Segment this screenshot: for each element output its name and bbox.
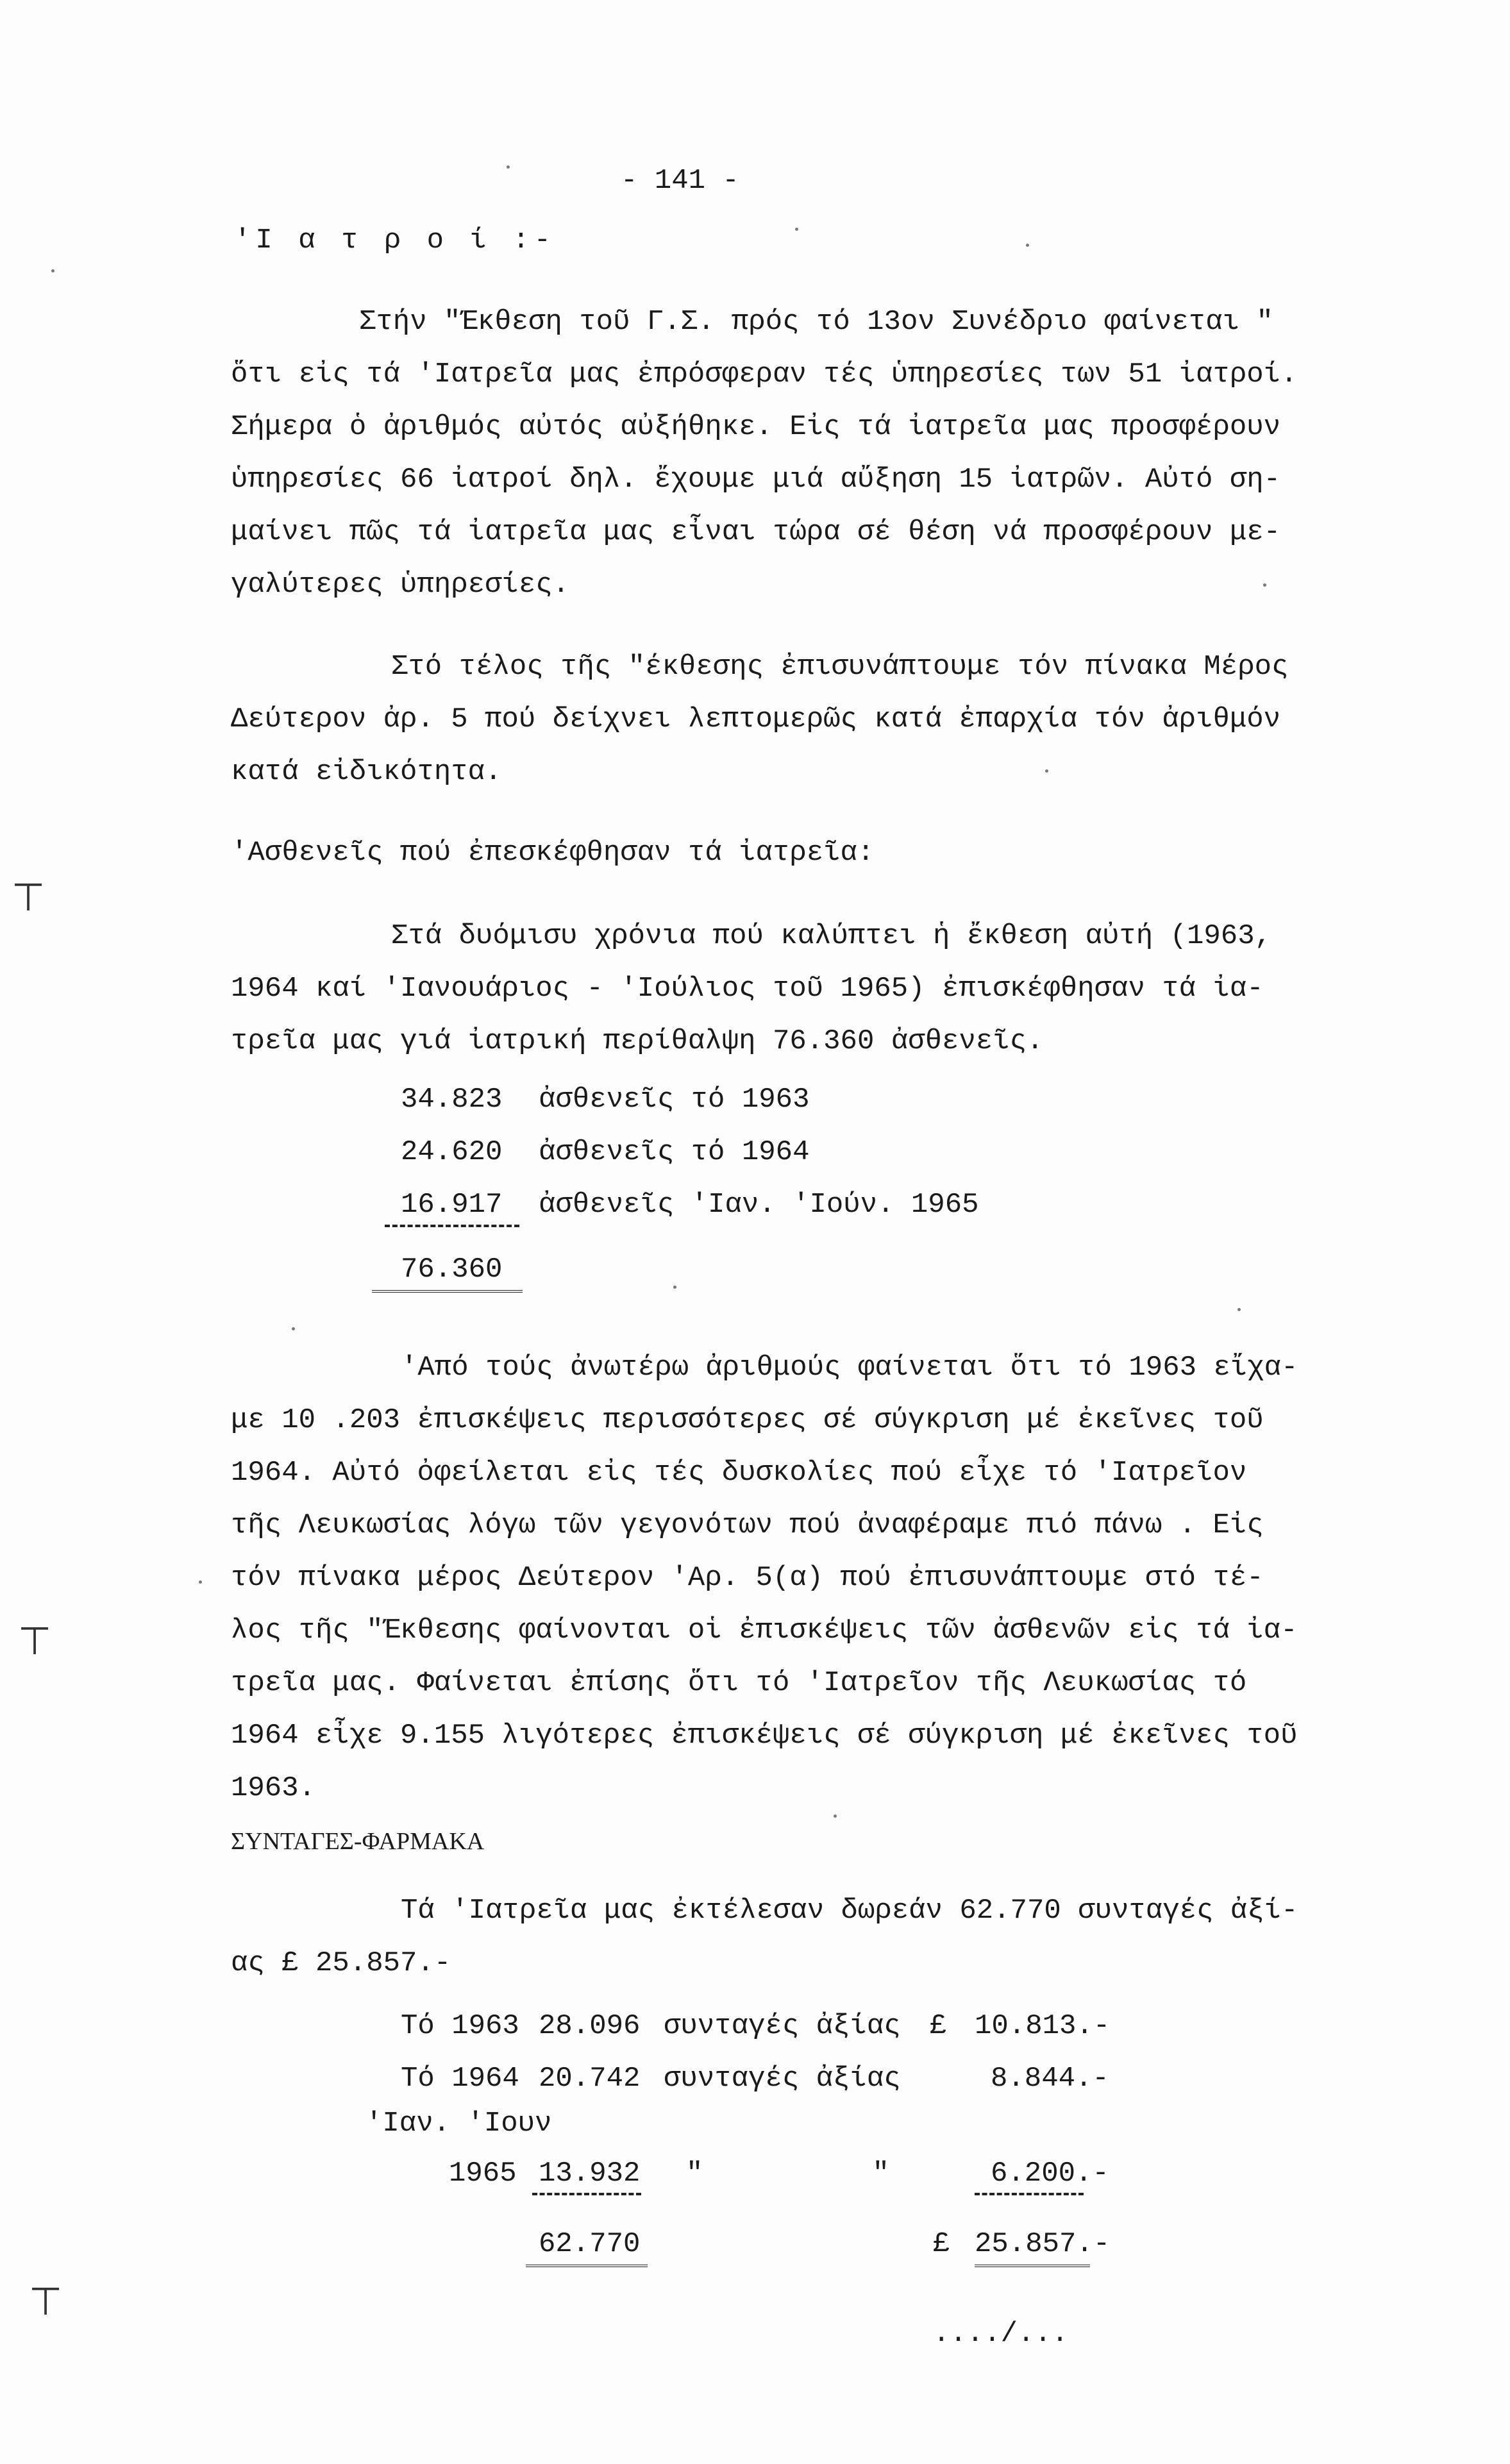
scan-speck — [1045, 769, 1048, 773]
table-cell-year: Τό 1963 — [401, 2010, 519, 2042]
text-line: ὑπηρεσίες 66 ἰατροί δηλ. ἔχουμε μιά αὔξηση 15 ἰατρῶν. Αὐτό ση- — [231, 464, 1281, 496]
margin-mark-icon: ⊤ — [29, 2279, 63, 2324]
text-line: τρεῖα μας γιά ἰατρική περίθαλψη 76.360 ἀσθενεῖς. — [231, 1025, 1044, 1057]
text-line: 1963. — [231, 1772, 316, 1804]
scan-speck — [292, 1327, 295, 1330]
table-cell-year: Τό 1964 — [401, 2063, 519, 2095]
scan-speck — [1263, 583, 1266, 587]
table-cell-amount: 8.844.- — [991, 2063, 1109, 2095]
dashed-rule — [975, 2193, 1084, 2195]
double-rule — [372, 1290, 523, 1296]
text-line: τρεῖα μας. Φαίνεται ἐπίσης ὅτι τό 'Ιατρεῖον τῆς Λευκωσίας τό — [231, 1667, 1247, 1699]
scan-speck — [1237, 1308, 1241, 1311]
table-cell-count: 28.096 — [539, 2010, 641, 2042]
table-cell-count: 20.742 — [539, 2063, 641, 2095]
table-cell-label: ἀσθενεῖς τό 1963 — [539, 1084, 810, 1116]
table-total: 76.360 — [401, 1253, 503, 1286]
margin-mark-icon: ⊤ — [12, 875, 46, 920]
text-line: Δεύτερον ἀρ. 5 πού δείχνει λεπτομερῶς κατά ἐπαρχία τόν ἀριθμόν — [231, 703, 1281, 735]
table-cell-year: 'Ιαν. 'Ιουν — [365, 2108, 552, 2140]
table-cell-label: συνταγές ἀξίας — [664, 2010, 901, 2042]
text-line: μαίνει πῶς τά ἰατρεῖα μας εἶναι τώρα σέ θέση νά προσφέρουν με- — [231, 516, 1281, 548]
table-cell-value: 16.917 — [401, 1189, 503, 1221]
table-cell-value: 34.823 — [401, 1084, 503, 1116]
section-heading-prescriptions: ΣΥΝΤΑΓΕΣ-ΦΑΡΜΑΚΑ — [231, 1828, 485, 1855]
text-line: ας £ 25.857.- — [231, 1947, 451, 1979]
text-line: Σήμερα ὁ ἀριθμός αὐτός αὐξήθηκε. Εἰς τά ἰατρεῖα μας προσφέρουν — [231, 411, 1281, 443]
text-line: ὅτι εἰς τά 'Ιατρεῖα μας ἐπρόσφεραν τές ὑπηρεσίες των 51 ἰατροί. — [231, 358, 1298, 390]
table-cell-count: 13.932 — [539, 2158, 641, 2190]
text-line: Στήν "Έκθεση τοῦ Γ.Σ. πρός τό 13ον Συνέδριο φαίνεται " — [359, 306, 1273, 338]
scan-speck — [834, 1814, 837, 1818]
text-line: τόν πίνακα μέρος Δεύτερον 'Αρ. 5(α) πού ἐπισυνάπτουμε στό τέ- — [231, 1562, 1264, 1594]
scan-speck — [1026, 244, 1029, 247]
text-line: Στό τέλος τῆς "έκθεσης ἐπισυνάπτουμε τόν πίνακα Μέρος — [391, 651, 1289, 683]
table-cell-label: συνταγές ἀξίας — [664, 2063, 901, 2095]
table-cell-amount: 6.200.- — [991, 2158, 1109, 2190]
table-cell-year: 1965 — [449, 2158, 517, 2190]
table-total-currency: £ — [933, 2228, 950, 2260]
text-line: Τά 'Ιατρεῖα μας ἐκτέλεσαν δωρεάν 62.770 συνταγές ἀξί- — [401, 1895, 1298, 1927]
table-cell-label: ἀσθενεῖς τό 1964 — [539, 1136, 810, 1168]
page-number: - 141 - — [621, 165, 739, 197]
dashed-rule — [385, 1225, 519, 1227]
text-line: 'Από τούς ἀνωτέρω ἀριθμούς φαίνεται ὅτι τό 1963 εἴχα- — [401, 1352, 1298, 1384]
continuation-mark: ..../... — [933, 2318, 1069, 2350]
scan-speck — [795, 228, 798, 231]
section-heading-doctors: 'Ι α τ ρ ο ί :- — [234, 224, 556, 256]
table-cell-value: 24.620 — [401, 1136, 503, 1168]
margin-mark-icon: ⊤ — [18, 1619, 52, 1664]
text-line: 1964 καί 'Ιανουάριος - 'Ιούλιος τοῦ 1965) ἐπισκέφθησαν τά ἰα- — [231, 973, 1264, 1005]
table-total-amount: 25.857.- — [975, 2228, 1111, 2260]
section-heading-patients: 'Ασθενεῖς πού ἐπεσκέφθησαν τά ἰατρεῖα: — [231, 837, 875, 869]
table-cell-label: ἀσθενεῖς 'Ιαν. 'Ιούν. 1965 — [539, 1189, 979, 1221]
scan-speck — [199, 1580, 202, 1584]
scan-speck — [507, 165, 510, 169]
double-rule — [975, 2265, 1090, 2271]
scan-speck — [51, 269, 55, 272]
text-line: 1964. Αὐτό ὀφείλεται εἰς τές δυσκολίες πού εἶχε τό 'Ιατρεῖον — [231, 1457, 1247, 1489]
text-line: γαλύτερες ὑπηρεσίες. — [231, 569, 570, 601]
double-rule — [526, 2265, 648, 2271]
text-line: Στά δυόμισυ χρόνια πού καλύπτει ἡ ἔκθεση αὐτή (1963, — [391, 920, 1272, 952]
table-cell-amount: 10.813.- — [975, 2010, 1111, 2042]
table-cell-label: " " — [686, 2158, 889, 2190]
text-line: με 10 .203 ἐπισκέψεις περισσότερες σέ σύγκριση μέ ἐκεῖνες τοῦ — [231, 1404, 1264, 1436]
text-line: 1964 εἶχε 9.155 λιγότερες ἐπισκέψεις σέ σύγκριση μέ ἐκεῖνες τοῦ — [231, 1720, 1298, 1752]
table-cell-currency: £ — [930, 2010, 947, 2042]
text-line: λος τῆς "Έκθεσης φαίνονται οἱ ἐπισκέψεις τῶν ἀσθενῶν εἰς τά ἰα- — [231, 1614, 1298, 1647]
dashed-rule — [532, 2193, 641, 2195]
text-line: τῆς Λευκωσίας λόγω τῶν γεγονότων πού ἀναφέραμε πιό πάνω . Εἰς — [231, 1509, 1264, 1541]
text-line: κατά εἰδικότητα. — [231, 756, 502, 788]
scan-speck — [673, 1286, 676, 1289]
table-total-count: 62.770 — [539, 2228, 641, 2260]
